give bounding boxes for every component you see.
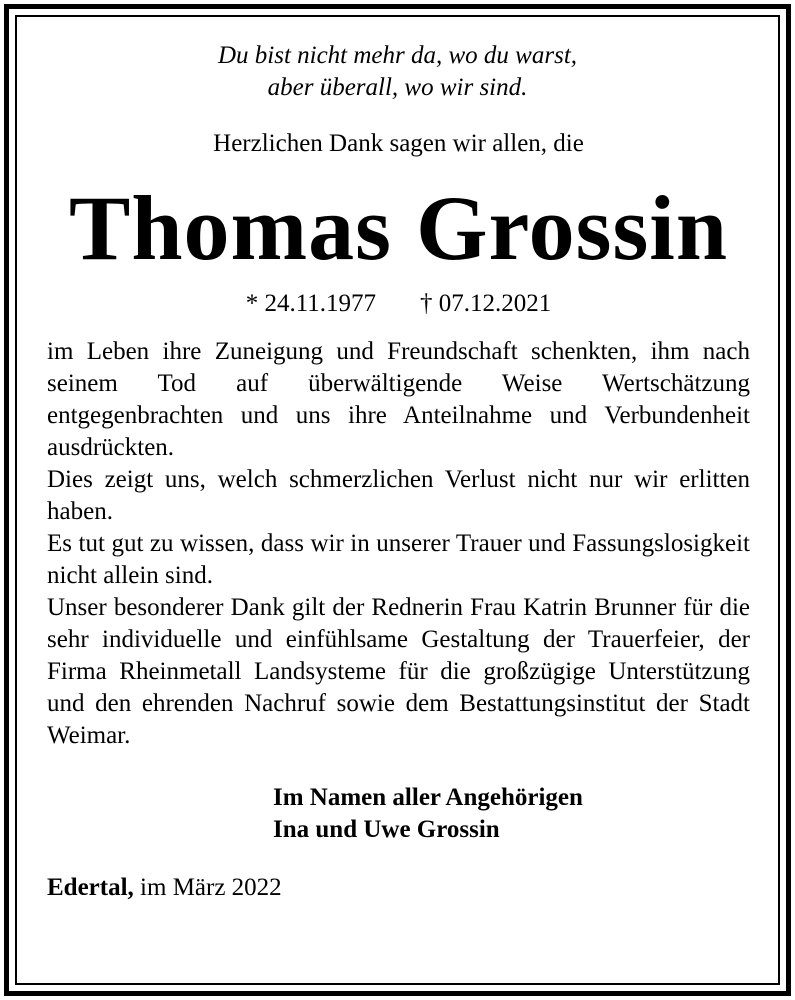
place-date	[47, 872, 750, 904]
signature-line-2: Ina und Uwe Grossin	[273, 816, 500, 843]
signature-line-1: Im Namen aller Angehörigen	[273, 784, 583, 811]
motto-line-2: aber überall, wo wir sind.	[267, 74, 528, 101]
deceased-name: Thomas Grossin	[68, 177, 729, 279]
signature	[273, 782, 750, 846]
place: Edertal,	[47, 874, 134, 901]
date: im März 2022	[140, 874, 282, 901]
life-dates	[47, 289, 750, 319]
thanks-text	[47, 336, 750, 752]
intro-text: Herzlichen Dank sagen wir allen, die	[213, 130, 584, 157]
birth-date: * 24.11.1977	[245, 290, 377, 317]
notice-content	[47, 40, 750, 904]
death-date: † 07.12.2021	[420, 290, 552, 317]
paragraph-1: im Leben ihre Zuneigung und Freundschaft schenkten, ihm nach seinem Tod auf überwältigende Weise Wertschätzung entgegenbrachten und uns ihre Anteilnahme und Verbundenheit ausdrückten.	[47, 338, 750, 461]
motto-line-1: Du bist nicht mehr da, wo du warst,	[217, 42, 578, 69]
paragraph-4: Unser besonderer Dank gilt der Rednerin Frau Katrin Brunner für die sehr individuelle und einfühlsame Gestaltung der Trauerfeier, der Firma Rheinmetall Landsysteme für die großzügige Unterstützung und den ehrenden Nachruf sowie dem Bestattungsinstitut der Stadt Weimar.	[47, 594, 750, 749]
motto	[45, 40, 750, 104]
paragraph-3: Es tut gut zu wissen, dass wir in unserer Trauer und Fassungslosigkeit nicht allein sind.	[47, 530, 750, 589]
paragraph-2: Dies zeigt uns, welch schmerzlichen Verlust nicht nur wir erlitten haben.	[47, 466, 750, 525]
